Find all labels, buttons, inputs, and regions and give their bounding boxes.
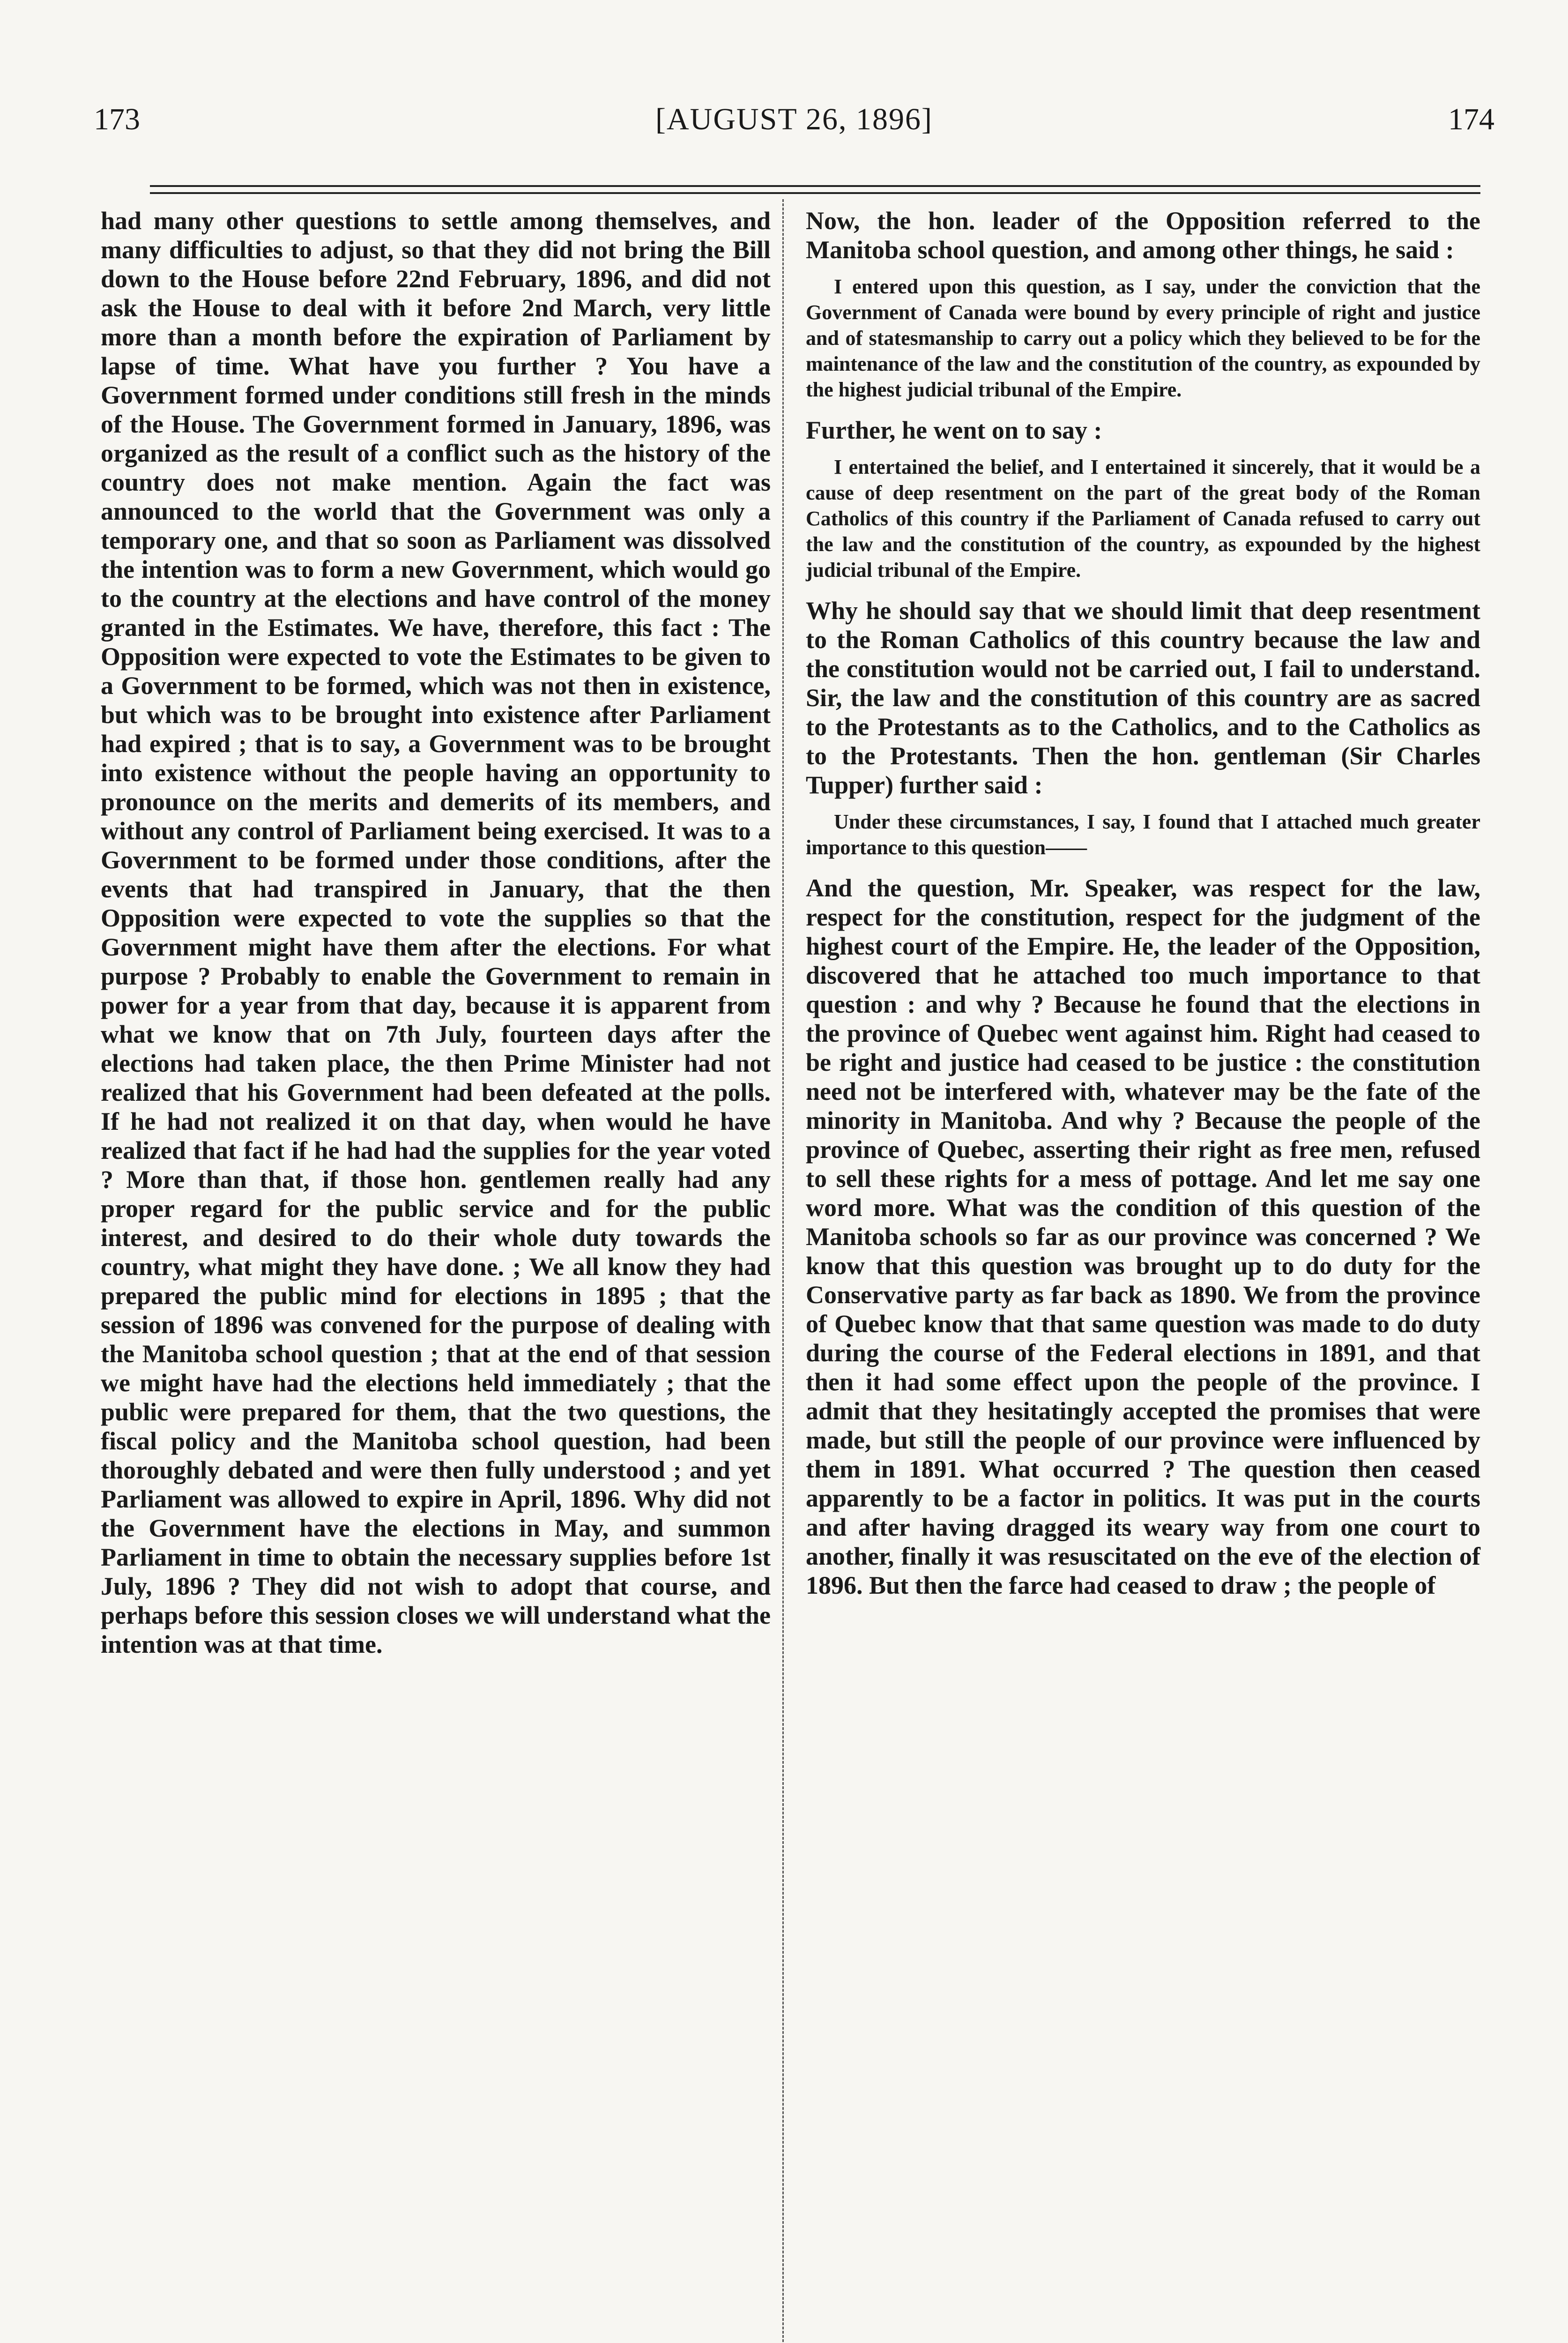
right-paragraph-1: Now, the hon. leader of the Opposition referred to the Manitoba school question, and among other things, he said :: [806, 207, 1480, 264]
right-paragraph-2: Further, he went on to say :: [806, 416, 1102, 444]
column-divider: [782, 199, 784, 2343]
page-header: [94, 91, 1494, 148]
left-paragraph-1: had many other questions to settle among themselves, and many difficulties to adjust, so that they did not bring the Bill down to the House before 22nd February, 1896, and did not ask the House to deal with it before 2nd March, very little more than a month before the expiration of Parliament by lapse of time. What have you further ? You have a Government formed under conditions still fresh in the minds of the House. The Government formed in January, 1896, was organized as the result of a conflict such as the history of the country does not make mention. Again the fact was announced to the world that the Government was only a temporary one, and that so soon as Parliament was dissolved the intention was to form a new Government, which would go to the country at the elections and have control of the money granted in the Estimates. We have, therefore, this fact : The Opposition were expected to vote the Estimates to be given to a Government to be formed, which was not then in existence, but which was to be brought into existence after Parliament had expired ; that is to say, a Government was to be brought into existence without the people having an opportunity to pronounce on the merits and demerits of its members, and without any control of Parliament being exercised. It was to a Government to be formed under those conditions, after the events that had transpired in January, that the then Opposition were expected to vote the supplies so that the Government might have them after the elections. For what purpose ? Probably to enable the Government to remain in power for a year from that day, because it is apparent from what we know that on 7th July, fourteen days after the elections had taken place, the then Prime Minister had not realized that his Government had been defeated at the polls. If he had not realized it on that day, when would he have realized that fact if he had had the supplies for the year voted ? More than that, if those hon. gentlemen really had any proper regard for the public service and for the public interest, and desired to do their whole duty towards the country, what might they have done. ; We all know they had prepared the public mind for elections in 1895 ; that the session of 1896 was convened for the purpose of dealing with the Manitoba school question ; that at the end of that session we might have had the elections held immediately ; that the public were prepared for them, that the two questions, the fiscal policy and the Manitoba school question, had been thoroughly debated and were then fully understood ; and yet Parliament was allowed to expire in April, 1896. Why did not the Government have the elections in May, and summon Parliament in time to obtain the necessary supplies before 1st July, 1896 ? They did not wish to adopt that course, and perhaps before this session closes we will understand what the intention was at that time.: [101, 207, 771, 1658]
page-date-title: [AUGUST 26, 1896]: [655, 102, 933, 136]
right-quote-3: Under these circumstances, I say, I found that I attached much greater importance to this question——: [806, 810, 1480, 859]
right-paragraph-4: And the question, Mr. Speaker, was respect for the law, respect for the constitution, respect for the judgment of the highest court of the Empire. He, the leader of the Opposition, discovered that he attached too much importance to that question : and why ? Because he found that the elections in the province of Quebec went against him. Right had ceased to be right and justice had ceased to be justice : the constitution need not be interfered with, whatever may be the fate of the minority in Manitoba. And why ? Because the people of the province of Quebec, asserting their right as free men, refused to sell these rights for a mess of pottage. And let me say one word more. What was the condition of this question of the Manitoba schools so far as our province was concerned ? We know that this question was brought up to do duty for the Conservative party as far back as 1890. We from the province of Quebec know that that same question was made to do duty during the course of the Federal elections in 1891, and that then it had some effect upon the people of the province. I admit that they hesitatingly accepted the promises that were made, but still the people of our province were influenced by them in 1891. What occurred ? The question then ceased apparently to be a factor in politics. It was put in the courts and after having dragged its weary way from one court to another, finally it was resuscitated on the eve of the election of 1896. But then the farce had ceased to draw ; the people of: [806, 874, 1480, 1599]
right-column: [806, 206, 1480, 1600]
right-quote-1: I entered upon this question, as I say, under the conviction that the Government of Canada were bound by every principle of right and justice and of statesmanship to carry out a policy which they believed to be for the maintenance of the law and the constitution of the country, as expounded by the highest judicial tribunal of the Empire.: [806, 275, 1480, 401]
page-number-right: 174: [1448, 102, 1494, 136]
header-rule-bottom: [150, 192, 1480, 194]
right-paragraph-3: Why he should say that we should limit that deep resentment to the Roman Catholics of this country because the law and the constitution would not be carried out, I fail to understand. Sir, the law and the constitution of this country are as sacred to the Protestants as to the Catholics, and to the Catholics as to the Protestants. Then the hon. gentleman (Sir Charles Tupper) further said :: [806, 597, 1480, 799]
right-quote-2: I entertained the belief, and I entertained it sincerely, that it would be a cause of deep resentment on the part of the great body of the Roman Catholics of this country if the Parliament of Canada refused to carry out the law and the constitution of the country, as expounded by the highest judicial tribunal of the Empire.: [806, 455, 1480, 582]
left-column: [101, 206, 771, 1659]
header-rule-top: [150, 185, 1480, 187]
page-number-left: 173: [94, 102, 140, 136]
